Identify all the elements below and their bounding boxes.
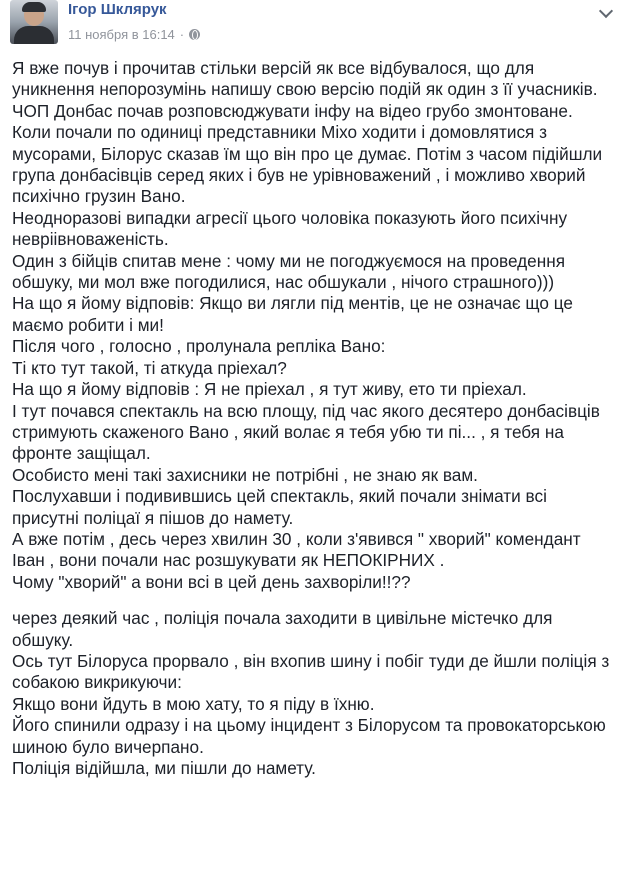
post-paragraph: Послухавши і подивившись цей спектакль, який почали знімати всі присутні поліцаї я пішов до намету. bbox=[12, 486, 547, 528]
post-paragraph: А вже потім , десь через хвилин 30 , коли з'явився " хворий" комендант Іван , вони почали нас розшукувати як НЕПОКІРНИХ . bbox=[12, 528, 581, 571]
post-paragraph: На що я йому відповів : Я не пріехал , я тут живу, ето ти пріехал. bbox=[12, 379, 527, 400]
post-body bbox=[12, 58, 615, 779]
post-paragraph: Ті кто тут такой, ті аткуда пріехал? bbox=[12, 357, 287, 378]
chevron-down-icon[interactable] bbox=[595, 4, 617, 22]
post-timestamp[interactable]: 11 ноября в 16:14 bbox=[68, 27, 175, 42]
avatar[interactable] bbox=[10, 0, 58, 44]
post-paragraph: Неодноразові випадки агресії цього чоловіка показують його психічну невріівноваженість. bbox=[12, 207, 568, 250]
post-paragraph: Особисто мені такі захисники не потрібні , не знаю як вам. bbox=[12, 464, 478, 485]
post-paragraph: На що я йому відповів: Якщо ви лягли під ментів, це не означає що це маємо робити і ми! bbox=[12, 293, 573, 335]
post-paragraph: Коли почали по одиниці представники Міхо ходити і домовлятися з мусорами, Білорус сказав їм що він про це думає. Потім з часом підійшли група донбасівців серед яких і був не урівноважений , і можливо хворий психічно грузин Вано. bbox=[12, 122, 603, 207]
post-paragraph: Поліція відійшла, ми пішли до намету. bbox=[12, 758, 316, 778]
author-name[interactable]: Ігор Шклярук bbox=[68, 1, 167, 18]
globe-icon[interactable] bbox=[189, 29, 200, 40]
post-paragraph: І тут почався спектакль на всю площу, під час якого десятеро донбасівців стримують скаженого Вано , який волає я тебя убю ти пі... , я тебя на фронте защіщал. bbox=[12, 400, 600, 464]
post-paragraph: через деякий час , поліція почала заходити в цивільне містечко для обшуку. bbox=[12, 608, 553, 650]
post-paragraph: Після чого , голосно , пролунала репліка Вано: bbox=[12, 336, 386, 357]
post-meta: 11 ноября в 16:14 · bbox=[68, 27, 200, 42]
post-paragraph: Один з бійців спитав мене : чому ми не погоджуємося на проведення обшуку, ми мол вже погодилися, нас обшукали , нічого страшного))) bbox=[12, 250, 566, 293]
post-paragraph: Його спинили одразу і на цьому інцидент з Білорусом та провокаторською шиною було вичерпано. bbox=[12, 715, 606, 757]
post-paragraph: Якщо вони йдуть в мою хату, то я піду в їхню. bbox=[12, 693, 375, 714]
post-paragraph: Я вже почув і прочитав стільки версій як все відбувалося, що для уникнення непорозумінь напишу свою версію подій як один з її учасників. bbox=[12, 58, 598, 100]
post-paragraph: ЧОП Донбас почав розповсюджувати інфу на відео грубо змонтоване. bbox=[12, 100, 573, 121]
post-paragraph: Ось тут Білоруса прорвало , він вхопив шину і побіг туди де йшли поліція з собакою викрикуючи: bbox=[12, 650, 610, 693]
post-paragraph: Чому "хворий" а вони всі в цей день захворіли!!?? bbox=[12, 571, 411, 592]
